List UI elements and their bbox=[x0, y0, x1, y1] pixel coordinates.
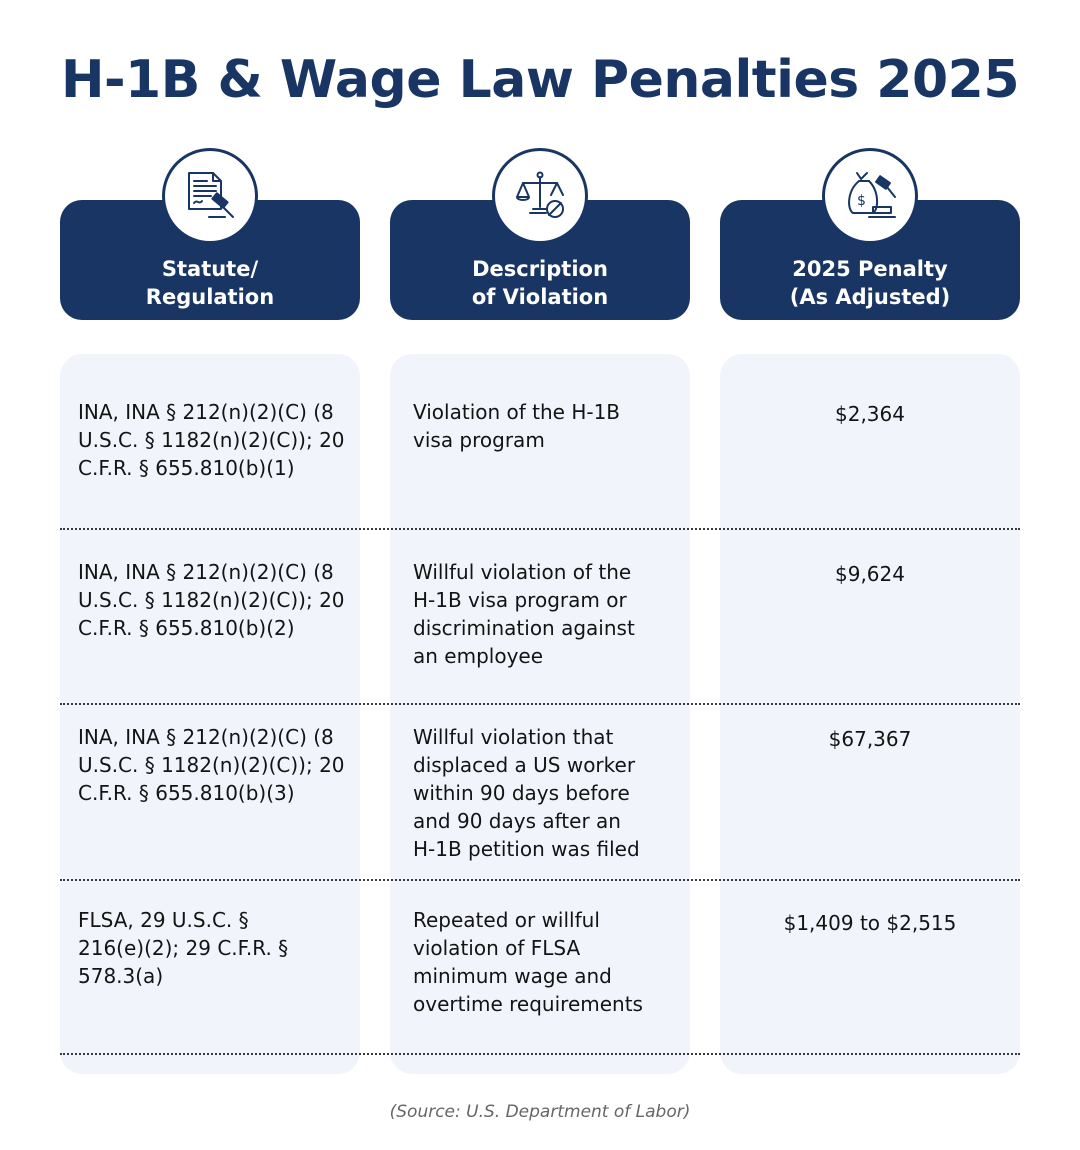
text-line: 578.3(a) bbox=[78, 964, 164, 988]
svg-text:$: $ bbox=[857, 193, 866, 209]
scales-prohibited-icon bbox=[492, 148, 588, 244]
text-line: U.S.C. § 1182(n)(2)(C)); 20 bbox=[78, 588, 345, 612]
text-line: FLSA, 29 U.S.C. § bbox=[78, 908, 249, 932]
text-line: H-1B visa program or bbox=[413, 588, 627, 612]
row-3-description bbox=[413, 723, 675, 863]
text-line: Willful violation of the bbox=[413, 560, 632, 584]
text-line: minimum wage and bbox=[413, 964, 612, 988]
row-2-description bbox=[413, 558, 675, 670]
row-1-penalty: $2,364 bbox=[835, 402, 905, 426]
row-1-description bbox=[413, 398, 675, 454]
row-1-statute bbox=[78, 398, 346, 482]
text-line: U.S.C. § 1182(n)(2)(C)); 20 bbox=[78, 428, 345, 452]
penalty-column-panel bbox=[720, 354, 1020, 1074]
row-divider bbox=[60, 528, 1020, 530]
header-description-line2: of Violation bbox=[471, 285, 609, 309]
text-line: displaced a US worker bbox=[413, 753, 636, 777]
text-line: H-1B petition was filed bbox=[413, 837, 640, 861]
text-line: INA, INA § 212(n)(2)(C) (8 bbox=[78, 400, 334, 424]
text-line: and 90 days after an bbox=[413, 809, 621, 833]
header-statute-line2: Regulation bbox=[145, 285, 275, 309]
header-statute-line1: Statute/ bbox=[161, 257, 259, 281]
row-divider bbox=[60, 703, 1020, 705]
row-4-description bbox=[413, 906, 675, 1018]
row-4-statute bbox=[78, 906, 346, 990]
text-line: discrimination against bbox=[413, 616, 635, 640]
row-2-statute bbox=[78, 558, 346, 642]
text-line: U.S.C. § 1182(n)(2)(C)); 20 bbox=[78, 753, 345, 777]
source-note: (Source: U.S. Department of Labor) bbox=[389, 1102, 691, 1122]
text-line: Repeated or willful bbox=[413, 908, 600, 932]
text-line: 216(e)(2); 29 C.F.R. § bbox=[78, 936, 289, 960]
text-line: C.F.R. § 655.810(b)(1) bbox=[78, 456, 295, 480]
text-line: overtime requirements bbox=[413, 992, 643, 1016]
row-3-statute bbox=[78, 723, 346, 807]
text-line: violation of FLSA bbox=[413, 936, 581, 960]
row-3-penalty: $67,367 bbox=[828, 727, 912, 751]
text-line: Violation of the H-1B bbox=[413, 400, 621, 424]
header-description-line1: Description bbox=[472, 257, 608, 281]
text-line: INA, INA § 212(n)(2)(C) (8 bbox=[78, 725, 334, 749]
header-penalty-line1: 2025 Penalty bbox=[792, 257, 948, 281]
row-4-penalty: $1,409 to $2,515 bbox=[783, 911, 957, 935]
text-line: within 90 days before bbox=[413, 781, 630, 805]
legal-document-gavel-icon bbox=[162, 148, 258, 244]
page-title: H-1B & Wage Law Penalties 2025 bbox=[60, 50, 1020, 110]
text-line: visa program bbox=[413, 428, 545, 452]
row-divider bbox=[60, 1053, 1020, 1055]
text-line: INA, INA § 212(n)(2)(C) (8 bbox=[78, 560, 334, 584]
row-divider bbox=[60, 879, 1020, 881]
text-line: C.F.R. § 655.810(b)(3) bbox=[78, 781, 295, 805]
text-line: Willful violation that bbox=[413, 725, 614, 749]
header-penalty-line2: (As Adjusted) bbox=[789, 285, 951, 309]
row-2-penalty: $9,624 bbox=[835, 562, 905, 586]
money-bag-gavel-icon bbox=[822, 148, 918, 244]
text-line: an employee bbox=[413, 644, 544, 668]
text-line: C.F.R. § 655.810(b)(2) bbox=[78, 616, 295, 640]
